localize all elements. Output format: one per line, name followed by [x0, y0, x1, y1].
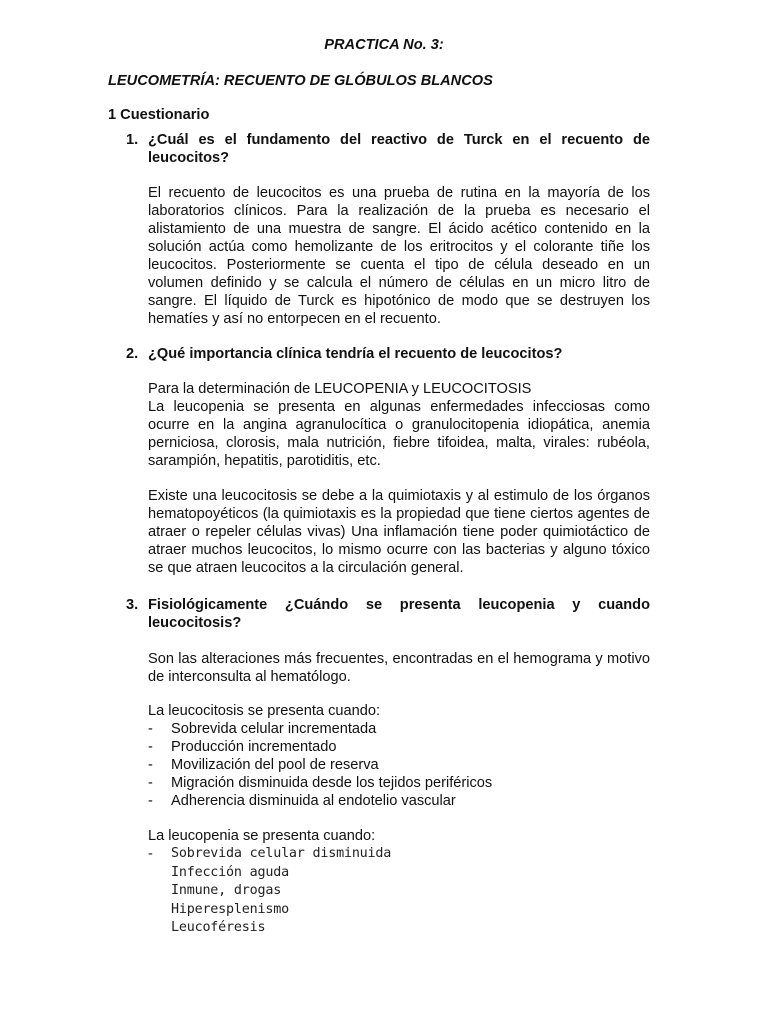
question-number: 1.	[126, 132, 139, 148]
question-number: 2.	[126, 346, 139, 362]
section-heading: 1 Cuestionario	[108, 107, 210, 123]
list-label: La leucocitosis se presenta cuando:	[148, 703, 381, 719]
list-item: Hiperesplenismo	[171, 901, 289, 917]
answer-text: La leucopenia se presenta en algunas enfermedades infecciosas como ocurre en la angina agranulocítica o granulocitopenia idiopática, anemia perniciosa, clorosis, mala nutrición, fiebre tifoidea, malta, virales: rubéola, sarampión, hepatitis, parotiditis, etc.	[148, 399, 650, 469]
list-item: - Producción incrementado	[148, 738, 650, 756]
page-title: PRACTICA No. 3:	[324, 37, 444, 53]
answer-paragraph: Son las alteraciones más frecuentes, encontradas en el hemograma y motivo de interconsulta al hematólogo.	[148, 651, 650, 685]
answer-intro: Para la determinación de LEUCOPENIA y LEUCOCITOSIS	[148, 381, 532, 397]
answer-paragraph	[148, 380, 650, 470]
list-item: - Migración disminuida desde los tejidos periféricos	[148, 774, 650, 792]
list-item: Leucoféresis	[171, 920, 266, 935]
list-item: - Movilización del pool de reserva	[148, 756, 650, 774]
leucocitosis-list	[148, 720, 650, 810]
question-text: Fisiológicamente ¿Cuándo se presenta leucopenia y cuando leucocitosis?	[148, 597, 650, 631]
question-text: ¿Qué importancia clínica tendría el recuento de leucocitos?	[148, 346, 563, 362]
list-item: Inmune, drogas	[171, 883, 282, 898]
list-item: - Sobrevida celular incrementada	[148, 720, 650, 738]
question-text: ¿Cuál es el fundamento del reactivo de Turck en el recuento de leucocitos?	[148, 132, 650, 166]
list-item: Infección aguda	[171, 864, 289, 880]
leucopenia-list	[148, 845, 650, 938]
list-item: - Sobrevida celular disminuida	[148, 845, 650, 864]
question-number: 3.	[126, 597, 139, 613]
list-item: - Adherencia disminuida al endotelio vascular	[148, 792, 650, 810]
leucopenia-label: La leucopenia se presenta cuando:	[148, 828, 376, 844]
answer-paragraph: Existe una leucocitosis se debe a la quimiotaxis y al estimulo de los órganos hematopoyéticos (la quimiotaxis es la propiedad que tiene ciertos agentes de atraer o repeler células vivas) Una inflamación tiene poder quimiotáctico de atraer muchos leucocitos, lo mismo ocurre con las bacterias y alguno tóxico se que atraen leucocitos a la circulación general.	[148, 488, 650, 576]
leucocitosis-block	[148, 702, 650, 810]
page-subtitle: LEUCOMETRÍA: RECUENTO DE GLÓBULOS BLANCOS	[108, 73, 493, 89]
answer-paragraph: El recuento de leucocitos es una prueba de rutina en la mayoría de los laboratorios clínicos. Para la realización de la prueba es necesario el alistamiento de una muestra de sangre. El ácido acético contenido en la solución actúa como hemolizante de los eritrocitos y el colorante tiñe los leucocitos. Posteriormente se cuenta el tipo de célula deseado en un volumen definido y se calcula el número de células en un micro litro de sangre. El líquido de Turck es hipotónico de modo que se destruyen los hematíes y así no entorpecen en el recuento.	[148, 185, 650, 327]
